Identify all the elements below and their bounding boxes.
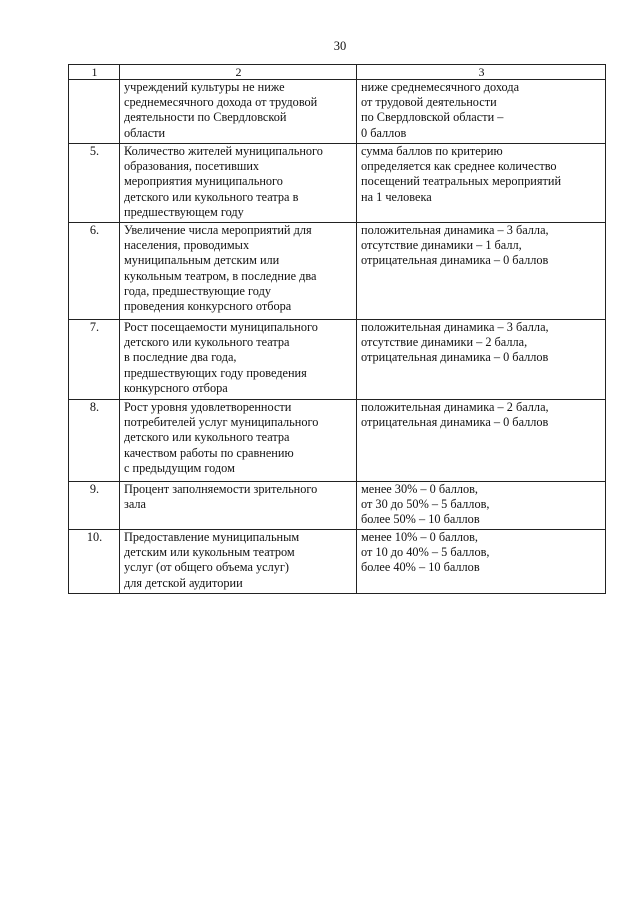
- criterion-cell: Процент заполняемости зрительного зала: [120, 482, 357, 530]
- row-number: 6.: [69, 223, 120, 320]
- row-number: [69, 80, 120, 144]
- criterion-cell: Количество жителей муниципального образования, посетивших мероприятия муниципального детского или кукольного театра в предшествующем году: [120, 144, 357, 223]
- row-number: 9.: [69, 482, 120, 530]
- row-number: 5.: [69, 144, 120, 223]
- table-header-row: [69, 65, 606, 80]
- table-row: [69, 400, 606, 482]
- criterion-cell: Рост уровня удовлетворенности потребителей услуг муниципального детского или кукольного театра качеством работы по сравнению с предыдущим годом: [120, 400, 357, 482]
- criterion-cell: Увеличение числа мероприятий для населения, проводимых муниципальным детским или кукольным театром, в последние два года, предшествующие году проведения конкурсного отбора: [120, 223, 357, 320]
- row-number: 10.: [69, 530, 120, 594]
- table-row: [69, 80, 606, 144]
- table-row: [69, 530, 606, 594]
- criteria-table: [68, 64, 606, 594]
- table-row: [69, 320, 606, 400]
- table-row: [69, 144, 606, 223]
- column-header-number: 1: [69, 65, 120, 80]
- table-row: [69, 223, 606, 320]
- score-cell: сумма баллов по критерию определяется как среднее количество посещений театральных мероприятий на 1 человека: [357, 144, 606, 223]
- page-number: 30: [333, 39, 347, 53]
- row-number: 8.: [69, 400, 120, 482]
- table-row: [69, 482, 606, 530]
- score-cell: положительная динамика – 3 балла, отсутствие динамики – 1 балл, отрицательная динамика – 0 баллов: [357, 223, 606, 320]
- criterion-cell: Предоставление муниципальным детским или кукольным театром услуг (от общего объема услуг) для детской аудитории: [120, 530, 357, 594]
- criterion-cell: Рост посещаемости муниципального детского или кукольного театра в последние два года, предшествующих году проведения конкурсного отбора: [120, 320, 357, 400]
- criterion-cell: учреждений культуры не ниже среднемесячного дохода от трудовой деятельности по Свердловской области: [120, 80, 357, 144]
- row-number: 7.: [69, 320, 120, 400]
- column-header-criterion: 2: [120, 65, 357, 80]
- score-cell: положительная динамика – 3 балла, отсутствие динамики – 2 балла, отрицательная динамика – 0 баллов: [357, 320, 606, 400]
- score-cell: менее 30% – 0 баллов, от 30 до 50% – 5 баллов, более 50% – 10 баллов: [357, 482, 606, 530]
- score-cell: положительная динамика – 2 балла, отрицательная динамика – 0 баллов: [357, 400, 606, 482]
- score-cell: менее 10% – 0 баллов, от 10 до 40% – 5 баллов, более 40% – 10 баллов: [357, 530, 606, 594]
- score-cell: ниже среднемесячного дохода от трудовой деятельности по Свердловской области – 0 баллов: [357, 80, 606, 144]
- column-header-score: 3: [357, 65, 606, 80]
